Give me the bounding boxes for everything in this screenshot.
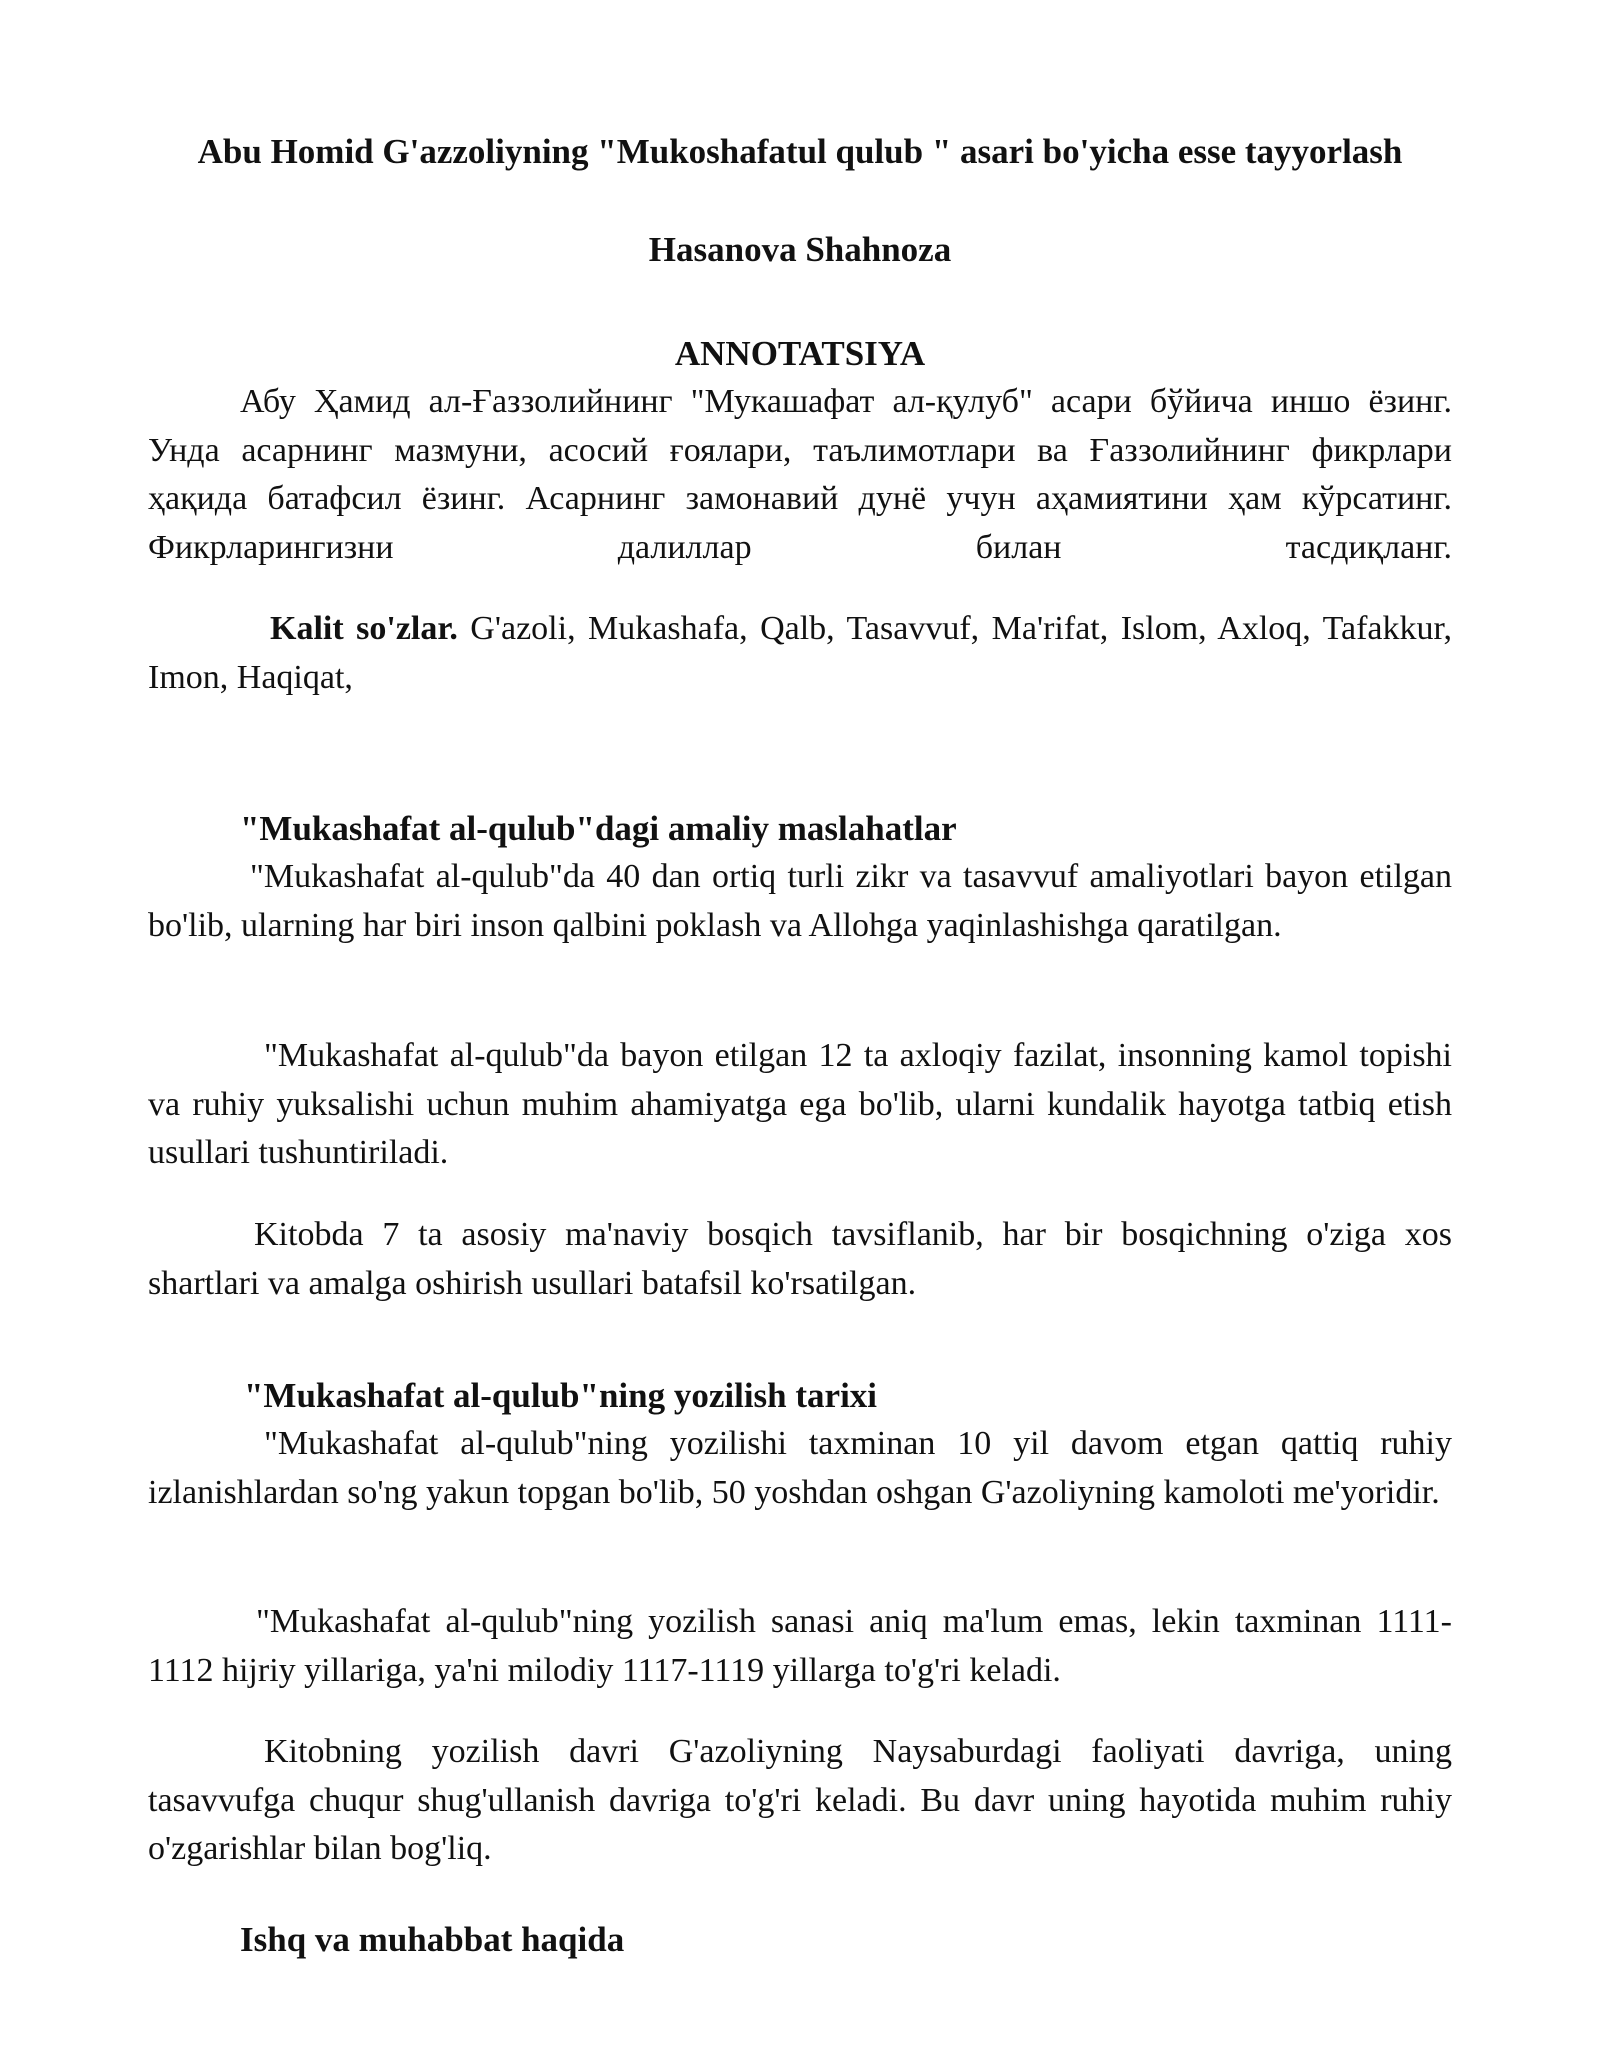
keywords-label: Kalit so'zlar. <box>270 610 458 647</box>
section-heading-practical-advice: "Mukashafat al-qulub"dagi amaliy maslahatlar <box>240 809 957 848</box>
section-2-paragraph-3: Kitobning yozilish davri G'azoliyning Naysaburdagi faoliyati davriga, uning tasavvufga chuqur shug'ullanish davriga to'g'ri keladi. Bu davr uning hayotida muhim ruhiy o'zgarishlar bilan bog'liq. <box>148 1733 1452 1867</box>
section-2-paragraph-2: "Mukashafat al-qulub"ning yozilish sanasi aniq ma'lum emas, lekin taxminan 1111-1112 hijriy yillariga, ya'ni milodiy 1117-1119 yillarga to'g'ri keladi. <box>148 1603 1452 1689</box>
author-name: Hasanova Shahnoza <box>648 230 952 269</box>
annotation-text: Абу Ҳамид ал-Ғаззолийнинг "Мукашафат ал-қулуб" асари бўйича иншо ёзинг. Унда асарнинг мазмуни, асосий ғоялари, таълимотлари ва Ғаззолийнинг фикрлари ҳақида батафсил ёзинг. Асарнинг замонавий дунё учун аҳамиятини ҳам кўрсатинг. Фикрларингизни далиллар билан тасдиқланг. <box>148 383 1452 566</box>
section-1-paragraph-2: "Mukashafat al-qulub"da bayon etilgan 12 ta axloqiy fazilat, insonning kamol topishi va ruhiy yuksalishi uchun muhim ahamiyatga ega bo'lib, ularni kundalik hayotga tatbiq etish usullari tushuntiriladi. <box>148 1037 1452 1171</box>
section-2-paragraph-1: "Mukashafat al-qulub"ning yozilishi taxminan 10 yil davom etgan qattiq ruhiy izlanishlardan so'ng yakun topgan bo'lib, 50 yoshdan oshgan G'azoliyning kamoloti me'yoridir. <box>148 1425 1452 1511</box>
section-heading-love: Ishq va muhabbat haqida <box>240 1920 625 1959</box>
keywords-paragraph <box>148 605 1452 702</box>
document-title: Abu Homid G'azzoliyning "Mukoshafatul qulub " asari bo'yicha esse tayyorlash <box>197 132 1403 171</box>
section-heading-writing-history: "Mukashafat al-qulub"ning yozilish tarixi <box>244 1376 878 1415</box>
annotation-heading: ANNOTATSIYA <box>674 334 926 373</box>
section-1-paragraph-3: Kitobda 7 ta asosiy ma'naviy bosqich tavsiflanib, har bir bosqichning o'ziga xos shartlari va amalga oshirish usullari batafsil ko'rsatilgan. <box>148 1216 1452 1302</box>
section-1-paragraph-1: "Mukashafat al-qulub"da 40 dan ortiq turli zikr va tasavvuf amaliyotlari bayon etilgan bo'lib, ularning har biri inson qalbini poklash va Allohga yaqinlashishga qaratilgan. <box>148 858 1452 944</box>
keywords-list: G'azoli, Mukashafa, Qalb, Tasavvuf, Ma'rifat, Islom, Axloq, Tafakkur, Imon, Haqiqat, <box>148 610 1452 696</box>
